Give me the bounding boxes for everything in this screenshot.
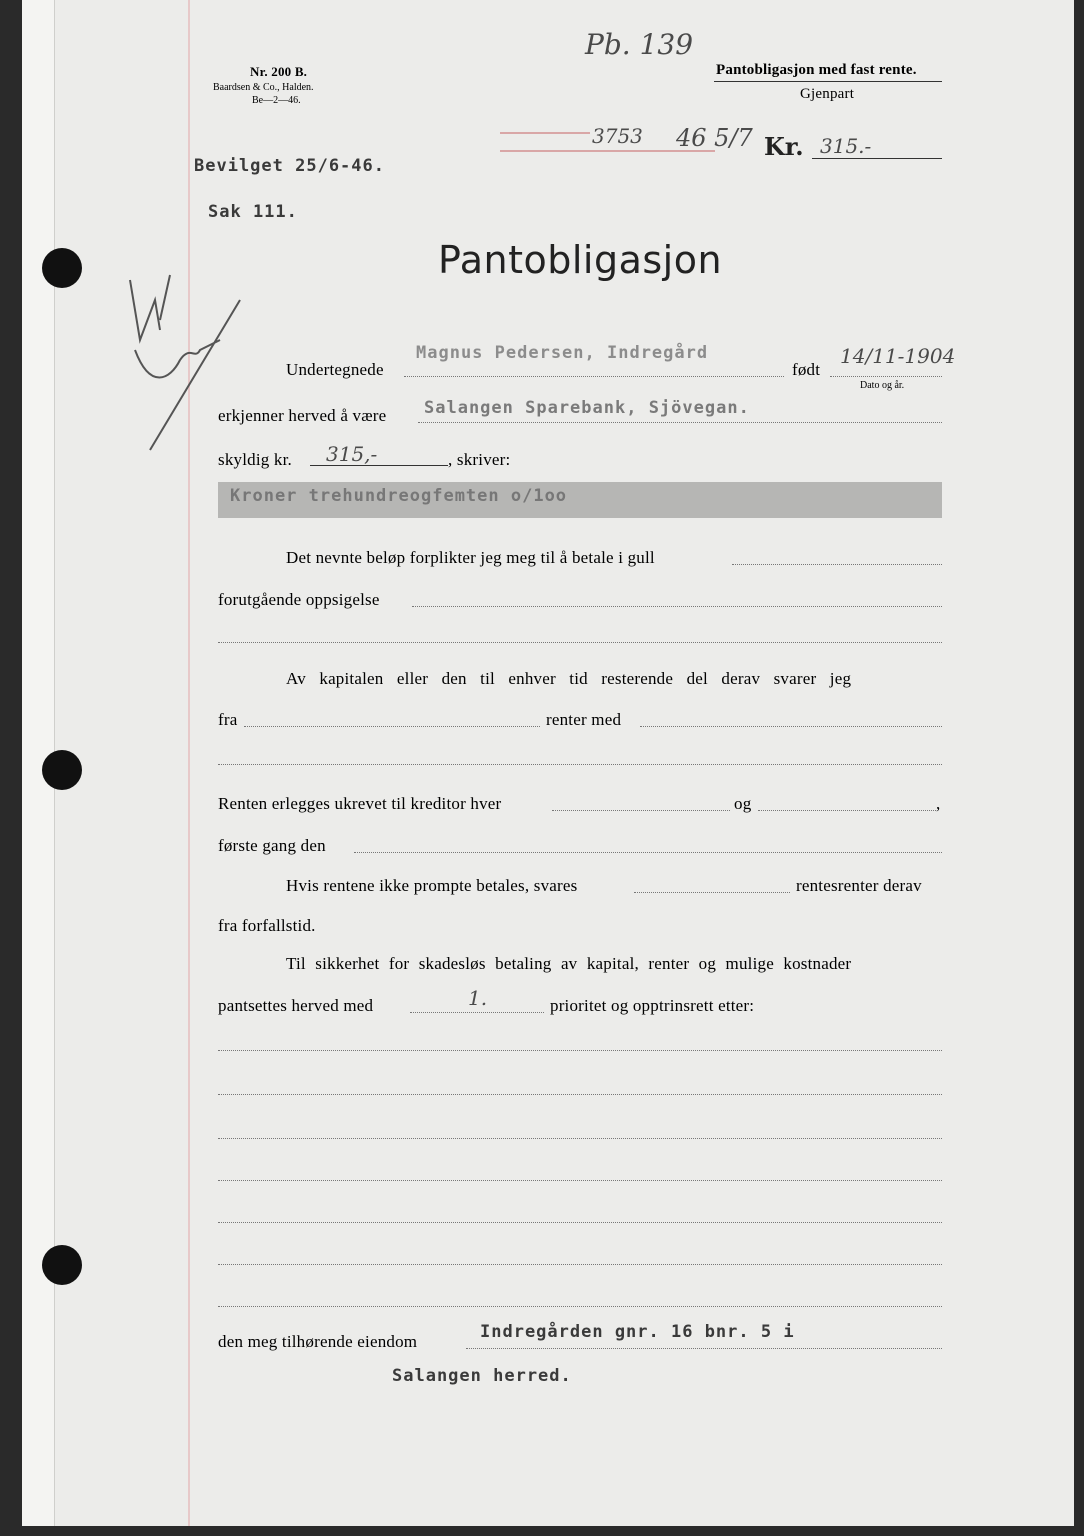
first-time-line: [354, 852, 942, 853]
property-label: den meg tilhørende eiendom: [218, 1332, 418, 1351]
from-due-text: fra forfallstid.: [218, 916, 316, 935]
blank-line-9: [218, 1306, 942, 1307]
form-type-underline: [714, 81, 942, 82]
amount-words: Kroner trehundreogfemten o/1oo: [230, 486, 568, 506]
punch-hole-top: [42, 248, 82, 288]
case-number: Sak 111.: [208, 202, 298, 222]
document-page: [22, 0, 1074, 1526]
interest-with-label: renter med: [546, 710, 622, 729]
priority-text: prioritet og opptrinsrett etter:: [550, 996, 755, 1015]
form-type: Pantobligasjon med fast rente.: [716, 62, 917, 78]
from-line: [244, 726, 540, 727]
date-hint: Dato og år.: [860, 380, 905, 391]
page-reference: Pb. 139: [585, 28, 694, 61]
approval-text: Bevilget 25/6-46.: [194, 156, 385, 176]
creditor-name: Salangen Sparebank, Sjövegan.: [424, 398, 750, 418]
pay-gold-text: Det nevnte beløp forplikter jeg meg til å betale i gull: [286, 548, 655, 567]
property-name: Indregården gnr. 16 bnr. 5 i: [480, 1322, 795, 1342]
and-line: [758, 810, 936, 811]
blank-line-6: [218, 1180, 942, 1181]
blank-line-7: [218, 1222, 942, 1223]
punch-hole-bottom: [42, 1245, 82, 1285]
interest-on-interest: rentesrenter derav: [796, 876, 922, 895]
priority-line: [410, 1012, 544, 1013]
print-code: Be—2—46.: [252, 95, 301, 106]
property-line: [466, 1348, 942, 1349]
amount-underline: [812, 158, 942, 159]
creditor-line: [418, 422, 942, 423]
blank-line-5: [218, 1138, 942, 1139]
pay-gold-line: [732, 564, 942, 565]
copy-label: Gjenpart: [800, 86, 855, 102]
creditor-label: erkjenner herved å være: [218, 406, 387, 425]
blank-line-8: [218, 1264, 942, 1265]
if-not-paid-line: [634, 892, 790, 893]
printer-name: Baardsen & Co., Halden.: [213, 82, 314, 93]
page-title: Pantobligasjon: [438, 238, 723, 282]
priority-value: 1.: [468, 986, 488, 1010]
debt-label: skyldig kr.: [218, 450, 292, 469]
first-time-label: første gang den: [218, 836, 326, 855]
and-label: og: [734, 794, 752, 813]
blank-line-4: [218, 1094, 942, 1095]
security-text: Til sikkerhet for skadesløs betaling av kapital, renter og mulige kostnader: [286, 954, 852, 973]
form-number: Nr. 200 B.: [250, 64, 308, 79]
debt-amount: 315,-: [326, 442, 378, 466]
margin-line: [188, 0, 190, 1526]
pledged-label: pantsettes herved med: [218, 996, 374, 1015]
if-not-paid-text: Hvis rentene ikke prompte betales, svares: [286, 876, 578, 895]
born-date: 14/11-1904: [840, 344, 956, 368]
from-label: fra: [218, 710, 238, 729]
comma: ,: [936, 794, 941, 813]
punch-hole-middle: [42, 750, 82, 790]
interest-paid-line: [552, 810, 730, 811]
debtor-line: [404, 376, 784, 377]
blank-line-2: [218, 764, 942, 765]
property-municipality: Salangen herred.: [392, 1366, 572, 1386]
interest-line: [640, 726, 942, 727]
amount-value: 315.-: [820, 134, 872, 158]
margin-signature: [100, 260, 280, 460]
registration-number: 3753: [592, 124, 643, 148]
registration-date: 46 5/7: [676, 124, 753, 152]
notice-line: [412, 606, 942, 607]
debtor-label: Undertegnede: [286, 360, 384, 379]
amount-label: Kr.: [764, 132, 804, 161]
blank-line-1: [218, 642, 942, 643]
capital-text: Av kapitalen eller den til enhver tid resterende del derav svarer jeg: [286, 669, 852, 688]
born-label: født: [792, 360, 821, 379]
blank-line-3: [218, 1050, 942, 1051]
born-line: [830, 376, 942, 377]
notice-text: forutgående oppsigelse: [218, 590, 380, 609]
interest-paid-text: Renten erlegges ukrevet til kreditor hver: [218, 794, 502, 813]
writes-label: , skriver:: [448, 450, 511, 469]
debtor-name: Magnus Pedersen, Indregård: [416, 343, 709, 363]
